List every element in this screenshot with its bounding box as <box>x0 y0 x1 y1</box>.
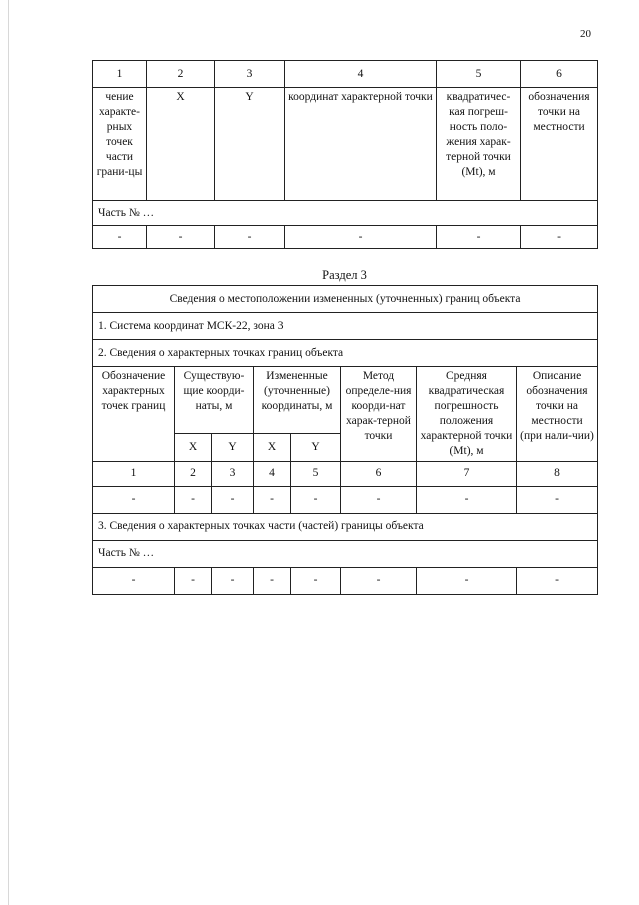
page-number: 20 <box>580 28 591 40</box>
header-point-description: Описание обозначения точки на местности (при нали-чии) <box>517 367 598 462</box>
dash-cell: - <box>291 486 341 513</box>
table-row <box>93 540 598 567</box>
dash-cell: - <box>93 567 175 594</box>
changed-boundaries-table <box>92 285 598 595</box>
column-number-cell: 5 <box>437 61 521 88</box>
dash-cell: - <box>285 226 437 249</box>
table-row <box>93 201 598 226</box>
column-number-cell: 6 <box>521 61 598 88</box>
table-row <box>93 513 598 540</box>
table-cell: чение характе-рных точек части грани-цы <box>93 88 147 201</box>
dash-cell: - <box>437 226 521 249</box>
characteristic-points-heading: 2. Сведения о характерных точках границ объекта <box>93 340 598 367</box>
column-number-cell: 8 <box>517 461 598 486</box>
column-number-cell: 3 <box>212 461 254 486</box>
column-number-cell: 1 <box>93 461 175 486</box>
boundary-parts-heading: 3. Сведения о характерных точках части (частей) границы объекта <box>93 513 598 540</box>
table-cell: X <box>147 88 215 201</box>
table-cell: обозначения точки на местности <box>521 88 598 201</box>
header-method: Метод определе-ния коорди-нат харак-терной точки <box>341 367 417 462</box>
dash-cell: - <box>93 226 147 249</box>
dash-cell: - <box>521 226 598 249</box>
dash-cell: - <box>212 567 254 594</box>
dash-cell: - <box>341 486 417 513</box>
table-cell: Y <box>215 88 285 201</box>
table-cell: квадратичес-кая погреш-ность поло-жения харак-терной точки (Mt), м <box>437 88 521 201</box>
part-label: Часть № … <box>93 201 598 226</box>
table-row <box>93 286 598 313</box>
dash-cell: - <box>175 567 212 594</box>
column-number-cell: 2 <box>175 461 212 486</box>
dash-cell: - <box>147 226 215 249</box>
dash-cell: - <box>93 486 175 513</box>
column-number-cell: 6 <box>341 461 417 486</box>
table-row <box>93 486 598 513</box>
header-changed-coordinates: Измененные (уточненные) координаты, м <box>254 367 341 434</box>
subheader-y: Y <box>212 433 254 461</box>
column-number-cell: 4 <box>285 61 437 88</box>
column-number-cell: 2 <box>147 61 215 88</box>
header-existing-coordinates: Существую-щие коорди-наты, м <box>175 367 254 434</box>
dash-cell: - <box>254 567 291 594</box>
section-title: Раздел 3 <box>322 268 367 282</box>
dash-cell: - <box>212 486 254 513</box>
dash-cell: - <box>517 567 598 594</box>
dash-cell: - <box>417 567 517 594</box>
table-row <box>93 340 598 367</box>
table-title: Сведения о местоположении измененных (уточненных) границ объекта <box>93 286 598 313</box>
page-edge-line <box>8 0 9 905</box>
subheader-x: X <box>175 433 212 461</box>
table-row <box>93 226 598 249</box>
dash-cell: - <box>215 226 285 249</box>
table-row <box>93 313 598 340</box>
dash-cell: - <box>175 486 212 513</box>
table-row <box>93 461 598 486</box>
coordinates-table-continuation <box>92 60 598 249</box>
column-number-cell: 1 <box>93 61 147 88</box>
table-row <box>93 61 598 88</box>
column-number-cell: 7 <box>417 461 517 486</box>
table-row <box>93 367 598 434</box>
column-number-cell: 5 <box>291 461 341 486</box>
dash-cell: - <box>517 486 598 513</box>
coordinate-system-row: 1. Система координат МСК-22, зона 3 <box>93 313 598 340</box>
subheader-y: Y <box>291 433 341 461</box>
table-row <box>93 88 598 201</box>
part-label: Часть № … <box>93 540 598 567</box>
header-mean-error: Средняя квадратическая погрешность положения характерной точки (Mt), м <box>417 367 517 462</box>
dash-cell: - <box>291 567 341 594</box>
dash-cell: - <box>417 486 517 513</box>
subheader-x: X <box>254 433 291 461</box>
header-point-designation: Обозначение характерных точек границ <box>93 367 175 462</box>
dash-cell: - <box>341 567 417 594</box>
table-cell: координат характерной точки <box>285 88 437 201</box>
dash-cell: - <box>254 486 291 513</box>
table-row <box>93 567 598 594</box>
column-number-cell: 3 <box>215 61 285 88</box>
column-number-cell: 4 <box>254 461 291 486</box>
